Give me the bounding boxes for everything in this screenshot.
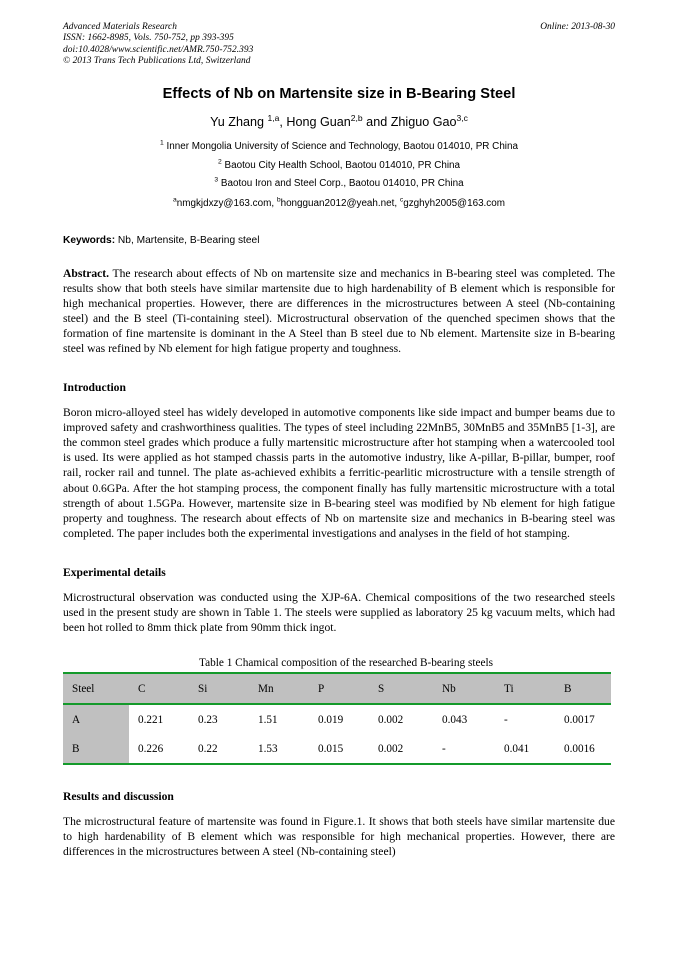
email-c[interactable]: gzghyh2005@163.com (403, 197, 505, 209)
table-col-steel-label: Steel (72, 682, 95, 695)
author-3-name: Zhiguo Gao (390, 115, 457, 129)
table-cell-c-value: 0.221 (138, 713, 164, 726)
section-heading-experimental: Experimental details (63, 565, 166, 579)
table-caption: Table 1 Chamical composition of the researched B-bearing steels (198, 657, 494, 670)
affiliation-3-text: Baotou Iron and Steel Corp., Baotou 014010, PR China (218, 178, 464, 189)
section-text-results: The microstructural feature of martensite was found in Figure.1. It shows that both steels have similar martensite due to high hardenability of B element which was responsible for high mechanical properties. However, there are differences in the microstructures between A steel (Nb-containing steel) (63, 815, 615, 859)
affiliation-2 (63, 157, 615, 176)
section-text-experimental: Microstructural observation was conducted using the XJP-6A. Chemical compositions of the two researched steels used in the present study are shown in Table 1. The steels were supplied as laboratory 25 kg vacuum melts, which had been hot rolled to 8mm thick plate from 90mm thick ingot. (63, 590, 615, 635)
table-cell-steel-value: A (72, 713, 81, 726)
table-cell-steel-value: B (72, 742, 80, 755)
keywords-value: Nb, Martensite, B-Bearing steel (115, 234, 260, 246)
author-list (63, 112, 615, 129)
keywords-line (63, 235, 615, 246)
affiliation-1-marker: 1 (159, 139, 164, 147)
affiliation-2-marker: 2 (218, 158, 222, 166)
journal-header-left (63, 22, 615, 68)
table-cell-si (189, 734, 249, 764)
page-content (63, 22, 615, 859)
email-c-marker: c (399, 196, 404, 204)
table-cell-b-value: 0.0016 (564, 742, 595, 755)
table-cell-nb-value: - (442, 742, 446, 755)
journal-doi: doi:10.4028/www.scientific.net/AMR.750-752.393 (63, 44, 254, 55)
table-cell-s-value: 0.002 (378, 713, 404, 726)
table-col-nb (433, 673, 495, 704)
keywords-label: Keywords: (63, 234, 116, 246)
email-a[interactable]: nmgkjdxzy@163.com, (176, 197, 277, 209)
table-cell-nb-value: 0.043 (442, 713, 468, 726)
section-heading-introduction: Introduction (63, 381, 126, 395)
table-col-b (555, 673, 611, 704)
table-cell-si (189, 704, 249, 734)
abstract-paragraph (63, 266, 615, 357)
table-cell-ti-value: 0.041 (504, 742, 530, 755)
table-cell-si-value: 0.23 (198, 713, 218, 726)
journal-name: Advanced Materials Research (63, 22, 177, 32)
table-cell-ti (495, 734, 555, 764)
table-cell-nb (433, 734, 495, 764)
table-col-s (369, 673, 433, 704)
table-cell-c (129, 734, 189, 764)
table-cell-steel (63, 704, 129, 734)
affiliation-3 (63, 175, 615, 194)
author-1-affil-marker: 1,a (267, 112, 280, 123)
table-cell-c-value: 0.226 (138, 742, 164, 755)
table-cell-mn (249, 734, 309, 764)
table-cell-ti-value: - (504, 713, 508, 726)
table-cell-c (129, 704, 189, 734)
affiliation-1 (63, 138, 615, 157)
table-col-b-label: B (564, 682, 572, 695)
section-heading-results: Results and discussion (63, 790, 174, 804)
author-3-affil-marker: 3,c (456, 112, 468, 123)
page-title: Effects of Nb on Martensite size in B-Bearing Steel (162, 86, 516, 102)
table-cell-s (369, 734, 433, 764)
table-row (63, 734, 611, 764)
table-col-p (309, 673, 369, 704)
affiliation-3-marker: 3 (214, 176, 219, 184)
table-col-s-label: S (378, 682, 385, 695)
online-date: Online: 2013-08-30 (540, 22, 615, 32)
journal-issn: ISSN: 1662-8985, Vols. 750-752, pp 393-395 (63, 33, 234, 44)
table-col-nb-label: Nb (442, 682, 456, 695)
table-col-c (129, 673, 189, 704)
author-separator-2: and (362, 115, 391, 129)
composition-table (63, 672, 611, 765)
email-b[interactable]: hongguan2012@yeah.net, (280, 197, 400, 209)
author-2-affil-marker: 2,b (350, 112, 363, 123)
table-cell-s (369, 704, 433, 734)
table-cell-b-value: 0.0017 (564, 713, 595, 726)
author-emails (63, 198, 615, 209)
table-col-c-label: C (138, 682, 146, 695)
table-cell-mn-value: 1.53 (258, 742, 278, 755)
table-col-p-label: P (318, 682, 325, 695)
table-col-si (189, 673, 249, 704)
author-separator-1: , (279, 115, 287, 129)
table-cell-p (309, 734, 369, 764)
composition-table-wrap (63, 657, 615, 765)
abstract-label: Abstract. (63, 266, 110, 280)
author-2-name: Hong Guan (286, 115, 351, 129)
affiliation-1-text: Inner Mongolia University of Science and Technology, Baotou 014010, PR China (163, 141, 518, 152)
table-col-ti-label: Ti (504, 682, 514, 695)
table-cell-si-value: 0.22 (198, 742, 218, 755)
table-cell-p-value: 0.019 (318, 713, 344, 726)
table-cell-ti (495, 704, 555, 734)
table-col-steel (63, 673, 129, 704)
author-1-name: Yu Zhang (210, 115, 268, 129)
email-b-marker: b (276, 196, 281, 204)
email-a-marker: a (173, 196, 177, 204)
abstract-text: The research about effects of Nb on martensite size and mechanics in B-bearing steel was completed. The results show that both steels have similar martensite due to high hardenability of B element which is responsible for high mechanical properties. However, there are differences in the microstructures between A steel (Nb-containing steel) and the B steel (Ti-containing steel). Microstructural observation of the quenched specimen shows that the formation of fine martensite is dominant in the A Steel than B steel due to Nb element. Martensite size in B-bearing steel was refined by Nb element for high fatigue property and toughness. (63, 266, 615, 355)
affiliation-2-text: Baotou City Health School, Baotou 014010, PR China (221, 159, 460, 171)
table-col-mn-label: Mn (258, 682, 274, 695)
table-cell-b (555, 734, 611, 764)
table-cell-s-value: 0.002 (378, 742, 404, 755)
table-col-mn (249, 673, 309, 704)
table-cell-p (309, 704, 369, 734)
section-text-introduction: Boron micro-alloyed steel has widely developed in automotive components like side impact and bumper beams due to improved safety and crashworthiness qualities. The types of steel including 22MnB5, 30MnB5 and 35MnB5 [1-3], are the common steel grades which produce a fully martensitic microstructure after hot stamping when a watercooled tool is used. Its were applied as hot stamped chassis parts in the automotive industry, like A-pillar, B-pillar, bumper, roof rail, rocker rail and tunnel. The plate as-achieved exhibits a ferritic-pearlitic microstructure with a tensile strength of about 0.6GPa. After the hot stamping process, the component finally has fully martensitic microstructure with a total strength of about 1.5GPa. However, martensite size in B-bearing steel was modified by Nb element for high fatigue property and toughness. The research about effects of Nb on martensite size and mechanics in B-bearing steel was completed. The paper includes both the experimental investigations and analyses in the field of hot stamping. (63, 406, 615, 540)
table-row (63, 704, 611, 734)
table-col-ti (495, 673, 555, 704)
table-cell-p-value: 0.015 (318, 742, 344, 755)
table-header-row (63, 673, 611, 704)
journal-copyright: © 2013 Trans Tech Publications Ltd, Switzerland (63, 56, 251, 67)
journal-header (63, 22, 615, 74)
table-cell-mn-value: 1.51 (258, 713, 278, 726)
table-col-si-label: Si (198, 682, 208, 695)
table-cell-b (555, 704, 611, 734)
table-cell-mn (249, 704, 309, 734)
table-cell-steel (63, 734, 129, 764)
table-cell-nb (433, 704, 495, 734)
